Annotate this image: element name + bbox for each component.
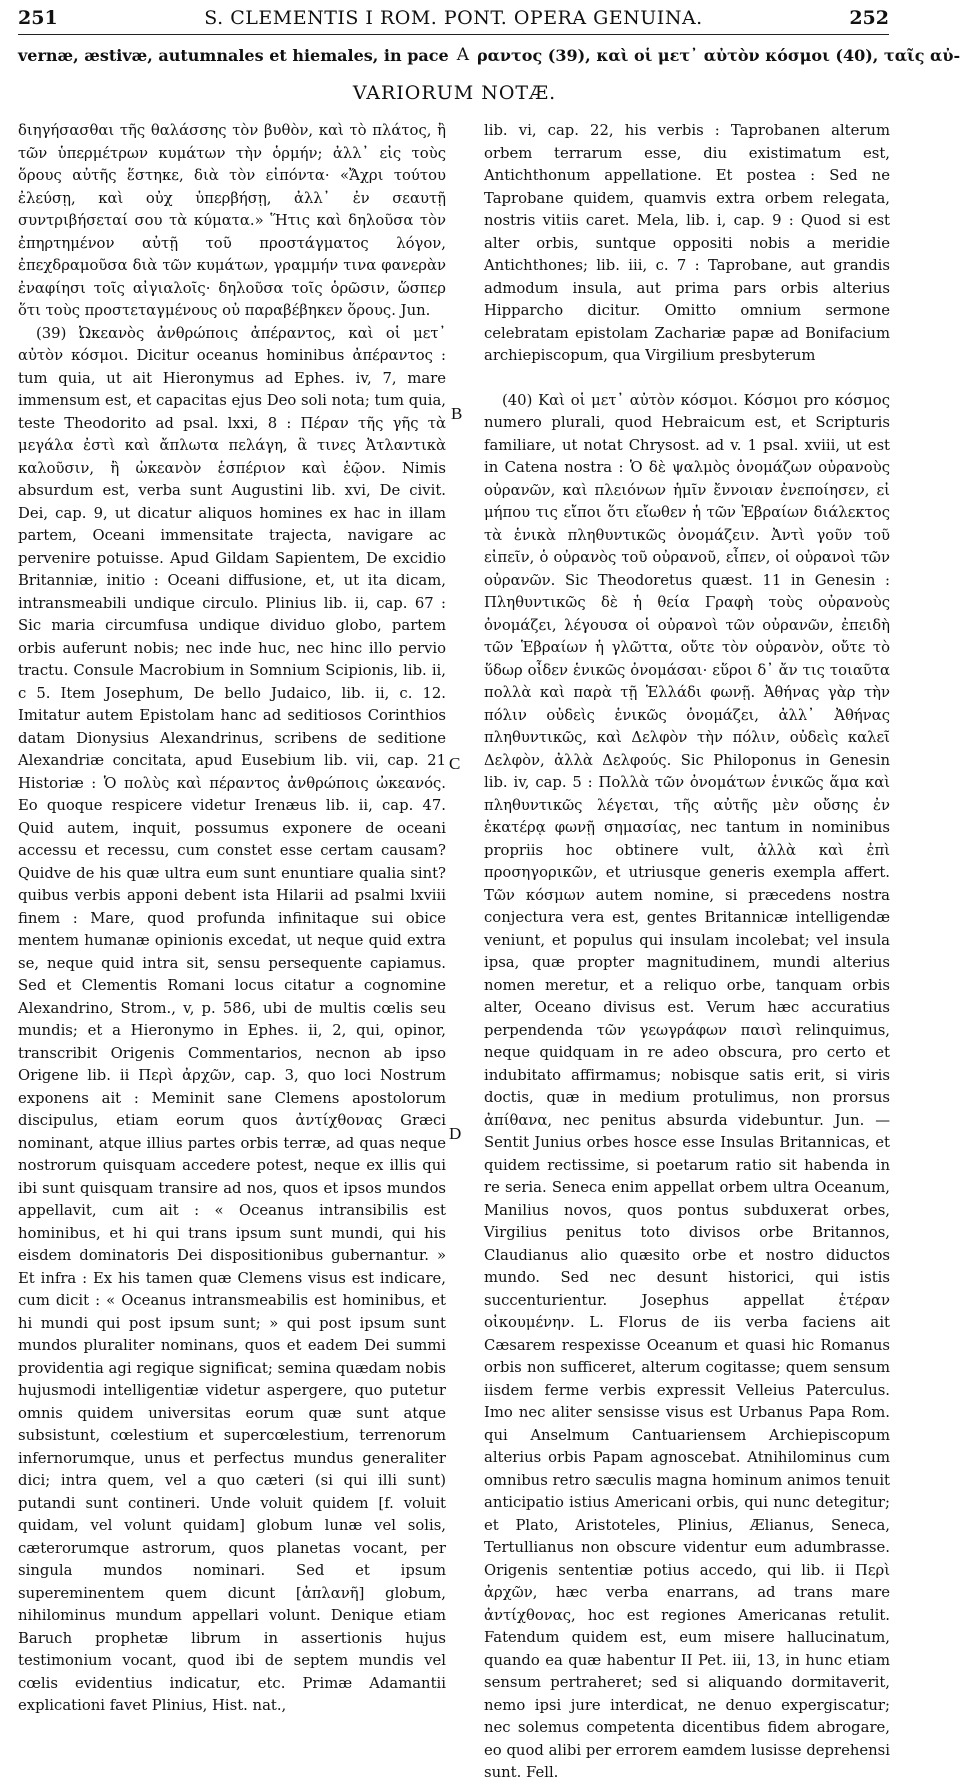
margin-letter-a: A [456,45,469,65]
left-column [18,120,446,1714]
running-header [18,2,889,35]
section-title: VARIORUM NOTÆ. [352,82,557,104]
main-text-latin: vernæ, æstivæ, autumnales et hiemales, in pace [18,45,449,65]
right-paragraph-1: lib. vi, cap. 22, his verbis : Taprobanen alterum orbem terrarum esse, diu existimatum est, Antichthonum appellatione. Et postea : Sed ne Taprobane quidem, quamvis extra orbem relegata, nostris vitiis caret. Mela, lib. i, cap. 9 : Quod si est alter orbis, suntque oppositi nobis a meridie Antichthones; lib. iii, c. 7 : Taprobane, aut grandis admodum insula, aut prima pars orbis alterius Hipparcho dicitur. Omitto omnium sermone celebratam epistolam Zachariæ papæ ad Bonifacium archiepiscopum, qua Virgilium presbyterum [484,122,890,364]
main-text-line [18,40,960,70]
main-text-greek: ραντος (39), καὶ οἱ μετ᾽ αὐτὸν κόσμοι (40), ταῖς αὐ- [476,45,960,65]
right-column [484,120,890,1781]
left-paragraph-1: διηγήσασθαι τῆς θαλάσσης τὸν βυθὸν, καὶ τὸ πλάτος, ἢ τῶν ὑπερμέτρων κυμάτων τὴν ὁρμήν; ἀλλ᾽ εἰς τοὺς ὅρους αὐτῆς ἕστηκε, διὰ τὸν εἰπόντα· «Ἄχρι τούτου ἐλεύσῃ, καὶ οὐχ ὑπερβήσῃ, ἀλλ᾽ ἐν σεαυτῇ συντριβήσεταί σου τὰ κύματα.» Ἥτις καὶ δηλοῦσα τὸν ἐπηρτημένον αὐτῇ τοῦ προστάγματος λόγον, ἐπεχδραμοῦσα διὰ τῶν κυμάτων, γραμμήν τινα φανερὰν ἐναφίησι τοῖς αἰγιαλοῖς· δηλοῦσα τοῖς ὁρῶσιν, ὥσπερ ὅτι τοὺς προστεταγμένους οὐ παραβέβηκεν ὅρους. Jun. [18,122,446,319]
running-title: S. CLEMENTIS I ROM. PONT. OPERA GENUINA. [204,7,703,29]
page-number-right: 252 [849,7,889,29]
note-39: (39) Ὠκεανὸς ἀνθρώποις ἀπέραντος, καὶ οἱ μετ᾽ αὐτὸν κόσμοι. Dicitur oceanus hominibus ἀπέραντος : tum quia, ut ait Hieronymus ad Ephes. iv, 7, mare immensum est, et capacitas ejus Deo soli nota; tum quia, teste Theodorito ad psal. lxxi, 8 : Πέραν τῆς γῆς τὰ μεγάλα ἐστὶ καὶ ἄπλωτα πελάγη, ἃ τινες Ἀτλαντικὰ καλοῦσιν, ἢ ὠκεανὸν ἑσπέριον καὶ ἑῷον. Nimis absurdum est, verba sunt Augustini lib. xvi, De civit. Dei, cap. 9, ut dicatur aliquos homines ex hac in illam partem, Oceani immensitate trajecta, navigare ac pervenire potuisse. Apud Gildam Sapientem, De excidio Britanniæ, initio : Oceani diffusione, et, ut ita dicam, intransmeabili undique circulo. Plinius lib. ii, cap. 67 : Sic maria circumfusa undique dividuo globo, partem orbis auferunt nobis; nec inde huc, nec hinc illo pervio tractu. Consule Macrobium in Somnium Scipionis, lib. ii, c 5. Item Josephum, De bello Judaico, lib. ii, c. 12. Imitatur autem Epistolam hanc ad seditiosos Corinthios datam Dionysius Alexandrinus, scribens de seditione Alexandriæ concitata, apud Eusebium lib. vii, cap. 21 Historiæ : Ὁ πολὺς καὶ πέραντος ἀνθρώποις ὠκεανός. Eo quoque respicere videtur Irenæus lib. ii, cap. 47. Quid autem, inquit, possumus exponere de oceani accessu et recessu, cum constet esse certam causam? Quidve de his quæ ultra eum sunt enuntiare qualia sint? quibus verbis apponi debent ista Hilarii ad psalmi lxviii finem : Mare, quod profunda infinitaque sui obice mentem humanæ opinionis excedat, ut neque quid extra se, neque quid intra sit, sensu persequente capiamus. Sed et Clementis Romani locus citatur a cognomine Alexandrino, Strom., v, p. 586, ubi de multis cœlis seu mundis; et a Hieronymo in Ephes. ii, 2, qui, opinor, transcribit Origenis Commentarios, necnon ab ipso Origene lib. ii Περὶ ἀρχῶν, cap. 3, quo loci Nostrum exponens ait : Meminit sane Clemens apostolorum discipulus, etiam eorum quos ἀντίχθονας Græci nominant, atque illius partes orbis terræ, ad quas neque nostrorum quisquam accedere potest, neque ex illis qui ibi sunt quisquam transire ad nos, quos et ipsos mundos appellavit, cum ait : « Oceanus intransibilis est hominibus, et hi qui trans ipsum sunt mundi, qui his eisdem dominatoris Dei dispositionibus gubernantur. » Et infra : Ex his tamen quæ Clemens visus est indicare, cum dicit : « Oceanus intransmeabilis est hominibus, et hi mundi qui post ipsum sunt; » qui post ipsum sunt mundos pluraliter nominans, quos et eadem Dei summi providentia agi regique significat; semina quædam nobis hujusmodi intelligentiæ videtur aspergere, quo putetur omnis quidem universitas eorum quæ sunt atque subsistunt, cœlestium et supercœlestium, terrenorum infernorumque, unus et perfectus mundus generaliter dici; intra quem, vel a quo cæteri (si qui illi sunt) putandi sunt contineri. Unde voluit quidem [f. voluit quidam, vel volunt quidam] globum lunæ vel solis, cæterorumque astrorum, quos planetas vocant, per singula mundos nominari. Sed et ipsum supereminentem quem dicunt [ἀπλανῆ] globum, nihilominus mundum appellari volunt. Denique etiam Baruch prophetæ librum in assertionis hujus testimonium vocant, quod ibi de septem mundis vel cœlis evidentius indicatur, etc. Primæ Adamantii explicationi favet Plinius, Hist. nat., [18,324,446,1714]
margin-letter-c: C [449,754,461,773]
note-40: (40) Καὶ οἱ μετ᾽ αὐτὸν κόσμοι. Κόσμοι pro κόσμος numero plurali, quod Hebraicum est, et Scripturis familiare, ut notat Chrysost. ad v. 1 psal. xviii, ut est in Catena nostra : Ὁ δὲ ψαλμὸς ὀνομάζων οὐρανοὺς οὐρανῶν, καὶ πλειόνων ἡμῖν ἔννοιαν ἐνεποίησεν, εἰ μήπου τις εἴποι ὅτι εἴωθεν ἡ τῶν Ἑβραίων διάλεκτος τὰ ἑνικὰ πληθυντικῶς ὀνομάζειν. Ἀντὶ γοῦν τοῦ εἰπεῖν, ὁ οὐρανὸς τοῦ οὐρανοῦ, εἶπεν, οἱ οὐρανοὶ τῶν οὐρανῶν. Sic Theodoretus quæst. 11 in Genesin : Πληθυντικῶς δὲ ἡ θεία Γραφὴ τοὺς οὐρανοὺς ὀνομάζει, λέγουσα οἱ οὐρανοὶ τῶν οὐρανῶν, ἐπειδὴ τῶν Ἑβραίων ἡ γλῶττα, οὔτε τὸν οὐρανὸν, οὔτε τὸ ὕδωρ οἶδεν ἑνικῶς ὀνομάσαι· εὕροι δ᾽ ἄν τις τοιαῦτα πολλὰ καὶ παρὰ τῇ Ἑλλάδι φωνῇ. Ἀθήνας γὰρ τὴν πόλιν οὐδεὶς ἑνικῶς ὀνομάζει, ἀλλ᾽ Ἀθήνας πληθυντικῶς, καὶ Δελφὸν τὴν πόλιν, οὐδεὶς καλεῖ Δελφὸν, ἀλλὰ Δελφούς. Sic Philoponus in Genesin lib. iv, cap. 5 : Πολλὰ τῶν ὀνομάτων ἑνικῶς ἅμα καὶ πληθυντικῶς λέγεται, τῆς αὐτῆς μὲν οὔσης ἐν ἑκατέρᾳ φωνῇ σημασίας, nec tantum in nominibus propriis hoc obtinere vult, ἀλλὰ καὶ ἐπὶ προσηγορικῶν, et utriusque generis exempla affert. Τῶν κόσμων autem nomine, si præcedens nostra conjectura vera est, gentes Britannicæ intelligendæ veniunt, et populus qui insulam incolebat; vel insula ipsa, quæ propter magnitudinem, mundi alterius nomen meretur, et a reliquo orbe, tanquam orbis alter, Oceano divisus est. Verum hæc accuratius perpendenda τῶν γεωγράφων παισὶ relinquimus, neque quidquam in re adeo obscura, pro certo et indubitato affirmamus; nobisque satis erit, si viris doctis, quæ in medium protulimus, non prorsus ἀπίθανα, nec penitus absurda videbuntur. Jun. — Sentit Junius orbes hosce esse Insulas Britannicas, et quidem rectissime, si poetarum ratio sit habenda in re seria. Seneca enim appellat orbem ultra Oceanum, Manilius novos, quos pontus subduxerat orbes, Virgilius penitus toto divisos orbe Britannos, Claudianus alio quæsito orbe et nostro diductos mundo. Sed nec desunt historici, qui istis succenturientur. Josephus appellat ἑτέραν οἰκουμένην. L. Florus de iis verba faciens ait Cæsarem respexisse Oceanum et quasi hic Romanus orbis non sufficeret, alterum cogitasse; quem sensum iisdem ferme verbis expressit Velleius Paterculus. Imo nec aliter sensisse visus est Urbanus Papa Rom. qui Anselmum Cantuariensem Archiepiscopum alterius orbis Papam agnoscebat. Atnihilominus cum omnibus retro sæculis magna hominum animos tenuit anticipatio istius Americani orbis, qui nunc detegitur; et Plato, Aristoteles, Plinius, Ælianus, Seneca, Tertullianus non obscure videntur eum adumbrasse. Origenis sententiæ potius accedo, qui lib. ii Περὶ ἀρχῶν, hæc verba enarrans, ad trans mare ἀντίχθονας, hoc est regiones Americanas retulit. Fatendum quidem est, eum misere hallucinatum, quando ea quæ habentur II Pet. iii, 13, in hunc etiam sensum pertraheret; sed si aliquando dormitaverit, nemo ipsi jure interdicat, ne denuo expergiscatur; nec solemus competenta dicentibus fidem abrogare, eo quod alibi per errorem eamdem lusisse deprehensi sunt. Fell. [484,391,890,1781]
margin-letter-d: D [449,1124,462,1143]
margin-letter-b: B [451,404,463,423]
page-number-left: 251 [18,7,58,29]
